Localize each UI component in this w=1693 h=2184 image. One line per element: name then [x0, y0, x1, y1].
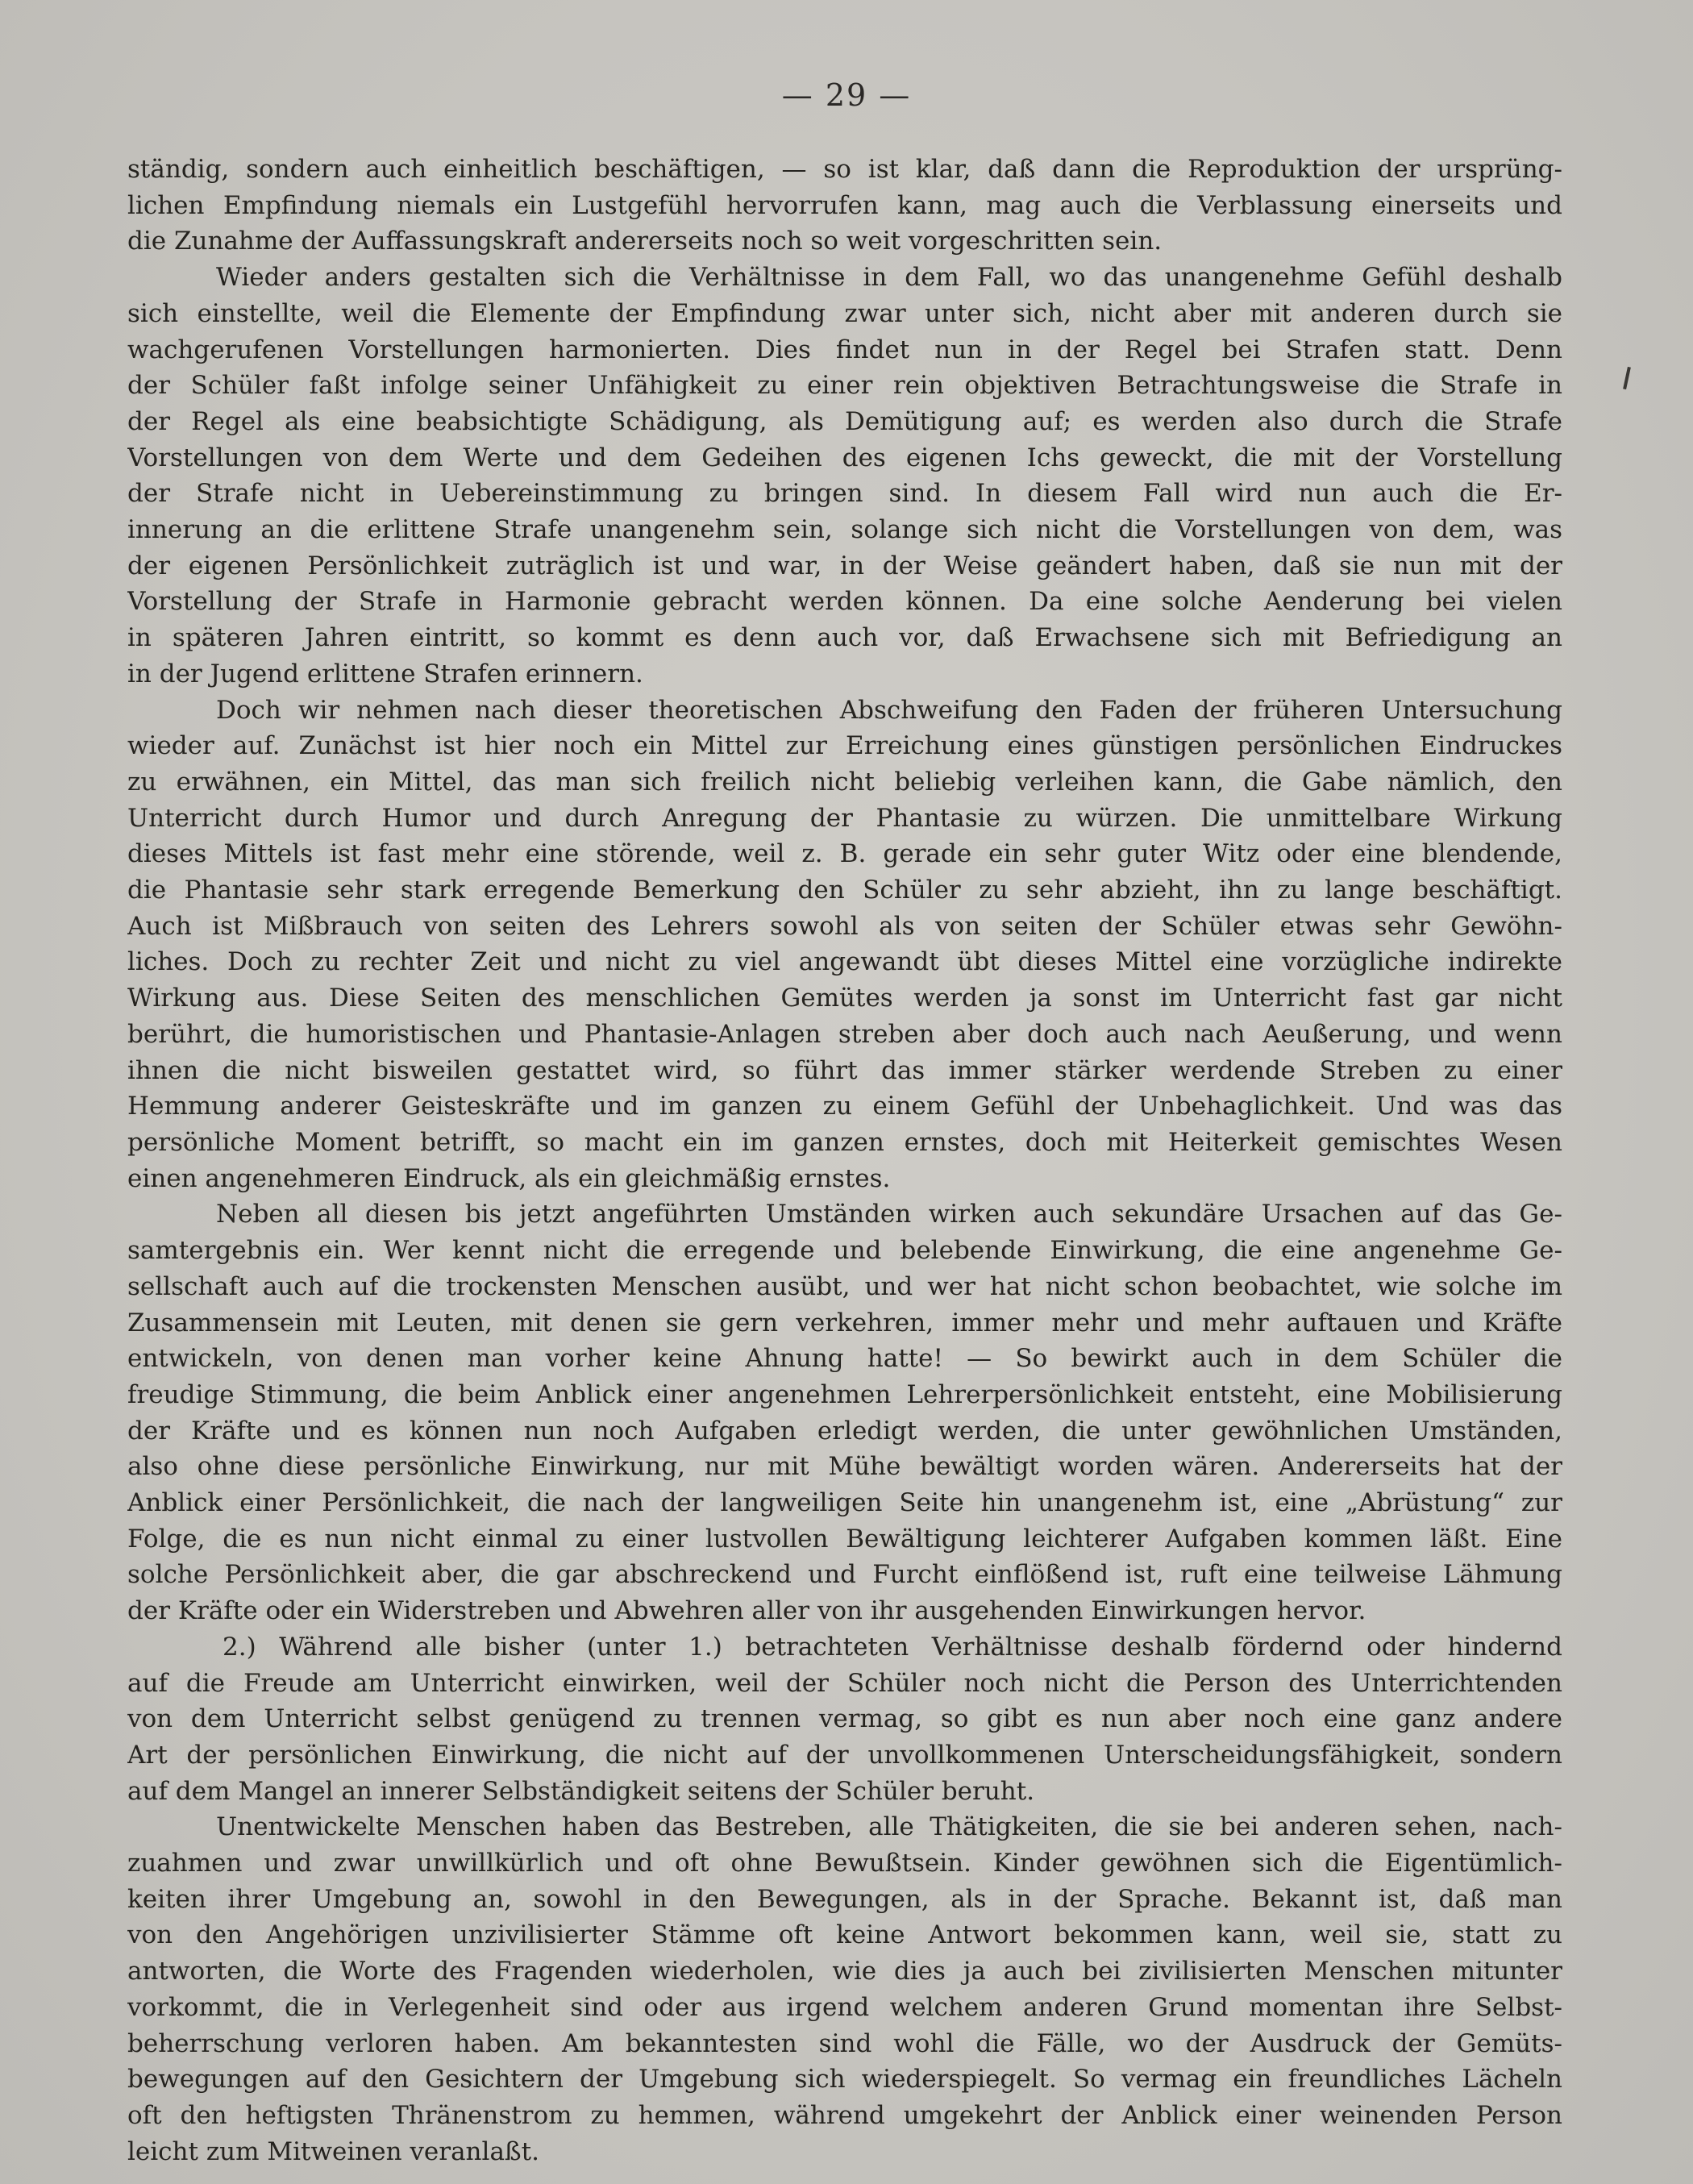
- text-line: wachgerufenen Vorstellungen harmonierten. Dies findet nun in der Regel bei Strafen statt. Denn: [127, 335, 1562, 364]
- text-line: Wirkung aus. Diese Seiten des menschlichen Gemütes werden ja sonst im Unterricht fast gar nicht: [127, 984, 1562, 1013]
- text-line: beherrschung verloren haben. Am bekanntesten sind wohl die Fälle, wo der Ausdruck der Gemüts-: [127, 2028, 1562, 2058]
- text-line: in späteren Jahren eintritt, so kommt es denn auch vor, daß Erwachsene sich mit Befriedigung an: [127, 623, 1562, 653]
- text-line: innerung an die erlittene Strafe unangenehm sein, solange sich nicht die Vorstellungen von dem, was: [127, 515, 1562, 545]
- text-line: ständig, sondern auch einheitlich beschäftigen, — so ist klar, daß dann die Reproduktion der ursprüng-: [127, 155, 1562, 184]
- text-line: persönliche Moment betrifft, so macht ein im ganzen ernstes, doch mit Heiterkeit gemischtes Wesen: [127, 1127, 1562, 1157]
- text-line: der Kräfte und es können nun noch Aufgaben erledigt werden, die unter gewöhnlichen Umständen,: [127, 1416, 1562, 1446]
- text-line: liches. Doch zu rechter Zeit und nicht zu viel angewandt übt dieses Mittel eine vorzügliche indirekte: [127, 947, 1562, 977]
- text-line: der Strafe nicht in Uebereinstimmung zu bringen sind. In diesem Fall wird nun auch die Er-: [127, 479, 1562, 509]
- text-line: also ohne diese persönliche Einwirkung, nur mit Mühe bewältigt worden wären. Andererseits hat der: [127, 1452, 1562, 1482]
- text-line: zu erwähnen, ein Mittel, das man sich freilich nicht beliebig verleihen kann, die Gabe nämlich, den: [127, 767, 1562, 797]
- text-line: samtergebnis ein. Wer kennt nicht die erregende und belebende Einwirkung, die eine angenehme Ge-: [127, 1236, 1562, 1266]
- text-line: antworten, die Worte des Fragenden wiederholen, wie dies ja auch bei zivilisierten Menschen mitunter: [127, 1957, 1562, 1986]
- text-line: freudige Stimmung, die beim Anblick einer angenehmen Lehrerpersönlichkeit entsteht, eine Mobilisierung: [127, 1379, 1562, 1409]
- text-line: ihnen die nicht bisweilen gestattet wird, so führt das immer stärker werdende Streben zu einer: [127, 1055, 1562, 1085]
- text-line: vorkommt, die in Verlegenheit sind oder aus irgend welchem anderen Grund momentan ihre Selbst-: [127, 1992, 1562, 2022]
- text-line: 2.) Während alle bisher (unter 1.) betrachteten Verhältnisse deshalb fördernd oder hindernd: [223, 1632, 1562, 1662]
- text-line: oft den heftigsten Thränenstrom zu hemmen, während umgekehrt der Anblick einer weinenden Person: [127, 2100, 1562, 2130]
- text-line: bewegungen auf den Gesichtern der Umgebung sich wiederspiegelt. So vermag ein freundliches Lächeln: [127, 2065, 1562, 2095]
- text-line: berührt, die humoristischen und Phantasie-Anlagen streben aber doch auch nach Aeußerung, und wenn: [127, 1019, 1562, 1049]
- text-line: dieses Mittels ist fast mehr eine störende, weil z. B. gerade ein sehr guter Witz oder eine blendende,: [127, 839, 1562, 869]
- text-line: Wieder anders gestalten sich die Verhältnisse in dem Fall, wo das unangenehme Gefühl deshalb: [216, 263, 1562, 293]
- text-line: sellschaft auch auf die trockensten Menschen ausübt, und wer hat nicht schon beobachtet, wie solche im: [127, 1271, 1562, 1301]
- text-line: einen angenehmeren Eindruck, als ein gleichmäßig ernstes.: [127, 1163, 891, 1193]
- text-line: lichen Empfindung niemals ein Lustgefühl hervorrufen kann, mag auch die Verblassung einerseits und: [127, 190, 1562, 220]
- text-line: der Regel als eine beabsichtigte Schädigung, als Demütigung auf; es werden also durch die Strafe: [127, 406, 1562, 436]
- text-line: Doch wir nehmen nach dieser theoretischen Abschweifung den Faden der früheren Untersuchung: [216, 695, 1562, 725]
- body-text: [127, 152, 1562, 2169]
- text-line: Neben all diesen bis jetzt angeführten Umständen wirken auch sekundäre Ursachen auf das Ge-: [216, 1200, 1562, 1229]
- text-line: Zusammensein mit Leuten, mit denen sie gern verkehren, immer mehr und mehr auftauen und Kräfte: [127, 1308, 1562, 1337]
- text-line: Unterricht durch Humor und durch Anregung der Phantasie zu würzen. Die unmittelbare Wirkung: [127, 803, 1562, 833]
- text-line: entwickeln, von denen man vorher keine Ahnung hatte! — So bewirkt auch in dem Schüler die: [127, 1344, 1562, 1374]
- text-line: der Kräfte oder ein Widerstreben und Abwehren aller von ihr ausgehenden Einwirkungen hervor.: [127, 1596, 1366, 1626]
- text-line: Vorstellungen von dem Werte und dem Gedeihen des eigenen Ichs geweckt, die mit der Vorstellung: [127, 443, 1562, 472]
- text-line: Auch ist Mißbrauch von seiten des Lehrers sowohl als von seiten der Schüler etwas sehr Gewöhn-: [127, 911, 1562, 941]
- text-line: von den Angehörigen unzivilisierter Stämme oft keine Antwort bekommen kann, weil sie, statt zu: [127, 1920, 1562, 1950]
- text-line: Unentwickelte Menschen haben das Bestreben, alle Thätigkeiten, die sie bei anderen sehen, nach-: [216, 1812, 1562, 1842]
- text-line: die Zunahme der Auffassungskraft andererseits noch so weit vorgeschritten sein.: [127, 227, 1163, 256]
- text-line: Hemmung anderer Geisteskräfte und im ganzen zu einem Gefühl der Unbehaglichkeit. Und was das: [127, 1092, 1562, 1121]
- text-line: leicht zum Mitweinen veranlaßt.: [127, 2136, 539, 2166]
- text-line: keiten ihrer Umgebung an, sowohl in den Bewegungen, als in der Sprache. Bekannt ist, daß man: [127, 1884, 1562, 1914]
- text-line: die Phantasie sehr stark erregende Bemerkung den Schüler zu sehr abzieht, ihn zu lange beschäftigt.: [127, 876, 1562, 905]
- text-line: Vorstellung der Strafe in Harmonie gebracht werden können. Da eine solche Aenderung bei vielen: [127, 587, 1562, 617]
- text-line: der Schüler faßt infolge seiner Unfähigkeit zu einer rein objektiven Betrachtungsweise die Strafe in: [127, 371, 1562, 401]
- text-line: wieder auf. Zunächst ist hier noch ein Mittel zur Erreichung eines günstigen persönlichen Eindruckes: [127, 731, 1562, 761]
- page-number: — 29 —: [781, 77, 912, 113]
- text-line: von dem Unterricht selbst genügend zu trennen vermag, so gibt es nun aber noch eine ganz andere: [127, 1704, 1562, 1734]
- text-line: auf dem Mangel an innerer Selbständigkeit seitens der Schüler beruht.: [127, 1776, 1035, 1806]
- text-line: sich einstellte, weil die Elemente der Empfindung zwar unter sich, nicht aber mit anderen durch sie: [127, 298, 1562, 328]
- text-line: der eigenen Persönlichkeit zuträglich ist und war, in der Weise geändert haben, daß sie nun mit der: [127, 551, 1562, 580]
- text-line: solche Persönlichkeit aber, die gar abschreckend und Furcht einflößend ist, ruft eine teilweise Lähmung: [127, 1560, 1562, 1590]
- text-line: Art der persönlichen Einwirkung, die nicht auf der unvollkommenen Unterscheidungsfähigkeit, sondern: [127, 1740, 1562, 1770]
- text-line: Folge, die es nun nicht einmal zu einer lustvollen Bewältigung leichterer Aufgaben kommen läßt. Eine: [127, 1524, 1562, 1554]
- text-line: Anblick einer Persönlichkeit, die nach der langweiligen Seite hin unangenehm ist, eine „Abrüstung“ zur: [127, 1488, 1562, 1518]
- text-line: zuahmen und zwar unwillkürlich und oft ohne Bewußtsein. Kinder gewöhnen sich die Eigentümlich-: [127, 1849, 1562, 1878]
- margin-pencil-mark: [1623, 367, 1631, 389]
- text-line: in der Jugend erlittene Strafen erinnern.: [127, 659, 643, 688]
- text-line: auf die Freude am Unterricht einwirken, weil der Schüler noch nicht die Person des Unterrichtenden: [127, 1668, 1562, 1698]
